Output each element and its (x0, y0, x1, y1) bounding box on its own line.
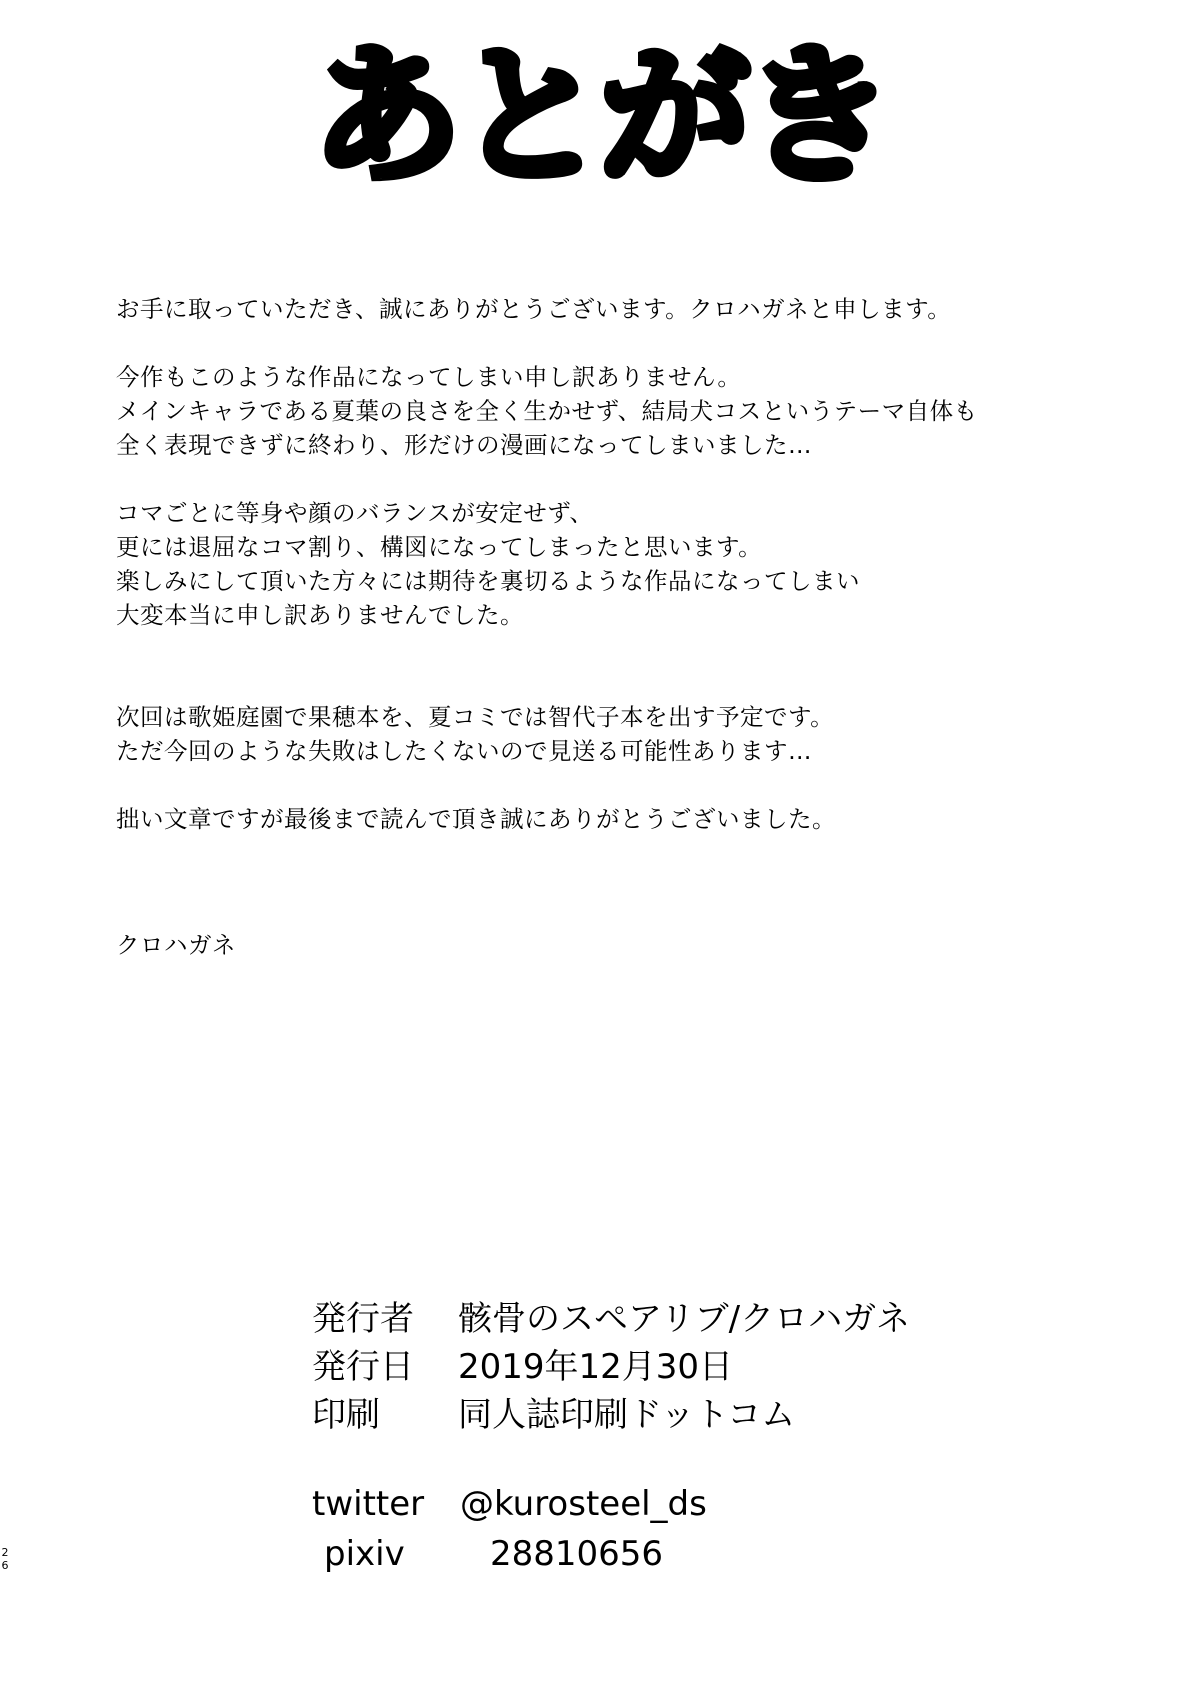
colophon (312, 1295, 910, 1579)
pixiv-label: pixiv (324, 1534, 405, 1574)
publisher-value: 骸骨のスペアリブ/クロハガネ (458, 1299, 911, 1339)
paragraph-5-line-1: 拙い文章ですが最後まで読んで頂き誠にありがとうございました。 (116, 805, 836, 833)
paragraph-2-line-2: メインキャラである夏葉の良さを全く生かせず、結局犬コスというテーマ自体も (116, 397, 978, 425)
paragraph-3-line-4: 大変本当に申し訳ありませんでした。 (116, 601, 524, 629)
page-number (0, 1546, 10, 1572)
author-signature: クロハガネ (116, 931, 236, 959)
page-number-digit-2: 6 (1, 1559, 9, 1572)
twitter-handle: @kurosteel_ds (460, 1484, 707, 1524)
pixiv-row (312, 1529, 910, 1579)
paragraph-2-line-1: 今作もこのような作品になってしまい申し訳ありません。 (116, 363, 742, 391)
date-value: 2019年12月30日 (458, 1347, 734, 1387)
paragraph-3-line-1: コマごとに等身や顔のバランスが安定せず、 (116, 499, 594, 527)
twitter-row (312, 1479, 910, 1529)
colophon-printer-row (312, 1391, 910, 1439)
page-title: あとがき (311, 30, 888, 204)
social-links (312, 1479, 910, 1579)
twitter-label: twitter (312, 1484, 425, 1524)
printer-label: 印刷 (312, 1395, 380, 1435)
paragraph-2-line-3: 全く表現できずに終わり、形だけの漫画になってしまいました… (116, 431, 812, 459)
colophon-date-row (312, 1343, 910, 1391)
colophon-publisher-row (312, 1295, 910, 1343)
pixiv-id: 28810656 (490, 1534, 664, 1574)
paragraph-4-line-1: 次回は歌姫庭園で果穂本を、夏コミでは智代子本を出す予定です。 (116, 703, 835, 731)
paragraph-3-line-3: 楽しみにして頂いた方々には期待を裏切るような作品になってしまい (116, 567, 860, 595)
paragraph-3-line-2: 更には退屈なコマ割り、構図になってしまったと思います。 (116, 533, 763, 561)
page-number-digit-1: 2 (1, 1546, 9, 1559)
afterword-body (116, 292, 1186, 962)
paragraph-4-line-2: ただ今回のような失敗はしたくないので見送る可能性あります… (116, 737, 812, 765)
printer-value: 同人誌印刷ドットコム (458, 1395, 796, 1435)
date-label: 発行日 (312, 1347, 414, 1387)
paragraph-1-line-1: お手に取っていただき、誠にありがとうございます。クロハガネと申します。 (116, 295, 952, 323)
publisher-label: 発行者 (312, 1299, 414, 1339)
